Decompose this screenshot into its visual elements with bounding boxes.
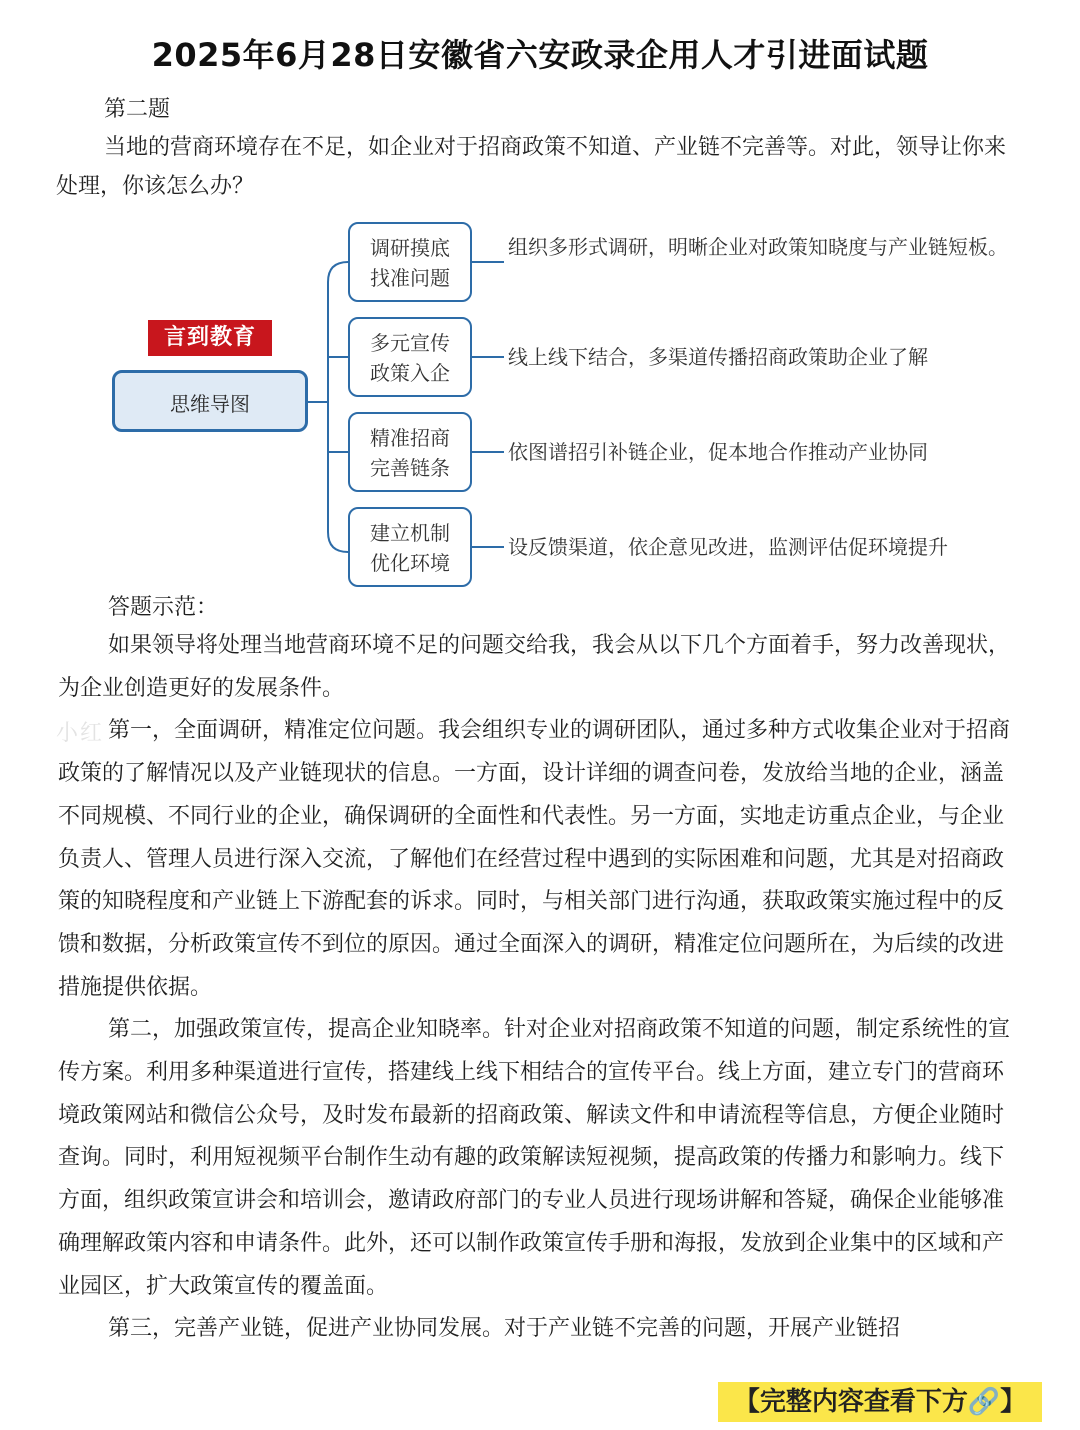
brand-logo: 言到教育 bbox=[148, 320, 272, 356]
branch-detail-3: 依图谱招引补链企业，促本地合作推动产业协同 bbox=[508, 440, 928, 464]
branch-node-1 bbox=[348, 222, 472, 302]
mind-map bbox=[0, 210, 1080, 590]
answer-label: 答题示范： bbox=[108, 595, 219, 620]
branch-detail-2: 线上线下结合，多渠道传播招商政策助企业了解 bbox=[508, 345, 928, 369]
branch-node-3 bbox=[348, 412, 472, 492]
branch-label: 精准招商 bbox=[370, 426, 450, 450]
branch-label: 找准问题 bbox=[370, 266, 450, 290]
question-text: 当地的营商环境存在不足，如企业对于招商政策不知道、产业链不完善等。对此，领导让你来处理，你该怎么办？ bbox=[56, 135, 1007, 199]
branch-label: 多元宣传 bbox=[370, 331, 450, 355]
question-label: 第二题 bbox=[104, 97, 171, 122]
branch-label: 建立机制 bbox=[370, 521, 450, 545]
answer-paragraph: 第二，加强政策宣传，提高企业知晓率。针对企业对招商政策不知道的问题，制定系统性的宣传方案。利用多种渠道进行宣传，搭建线上线下相结合的宣传平台。线上方面，建立专门的营商环境政策网站和微信公众号，及时发布最新的招商政策、解读文件和申请流程等信息，方便企业随时查询。同时，利用短视频平台制作生动有趣的政策解读短视频，提高政策的传播力和影响力。线下方面，组织政策宣讲会和培训会，邀请政府部门的专业人员进行现场讲解和答疑，确保企业能够准确理解政策内容和申请条件。此外，还可以制作政策宣传手册和海报，发放到企业集中的区域和产业园区，扩大政策宣传的覆盖面。 bbox=[58, 1017, 1011, 1299]
branch-label: 完善链条 bbox=[370, 456, 450, 480]
branch-node-4 bbox=[348, 507, 472, 587]
branch-label: 政策入企 bbox=[370, 361, 450, 385]
branch-detail-1: 组织多形式调研，明晰企业对政策知晓度与产业链短板。 bbox=[508, 235, 1008, 259]
answer-paragraph: 第一，全面调研，精准定位问题。我会组织专业的调研团队，通过多种方式收集企业对于招商政策的了解情况以及产业链现状的信息。一方面，设计详细的调查问卷，发放给当地的企业，涵盖不同规模、不同行业的企业，确保调研的全面性和代表性。另一方面，实地走访重点企业，与企业负责人、管理人员进行深入交流，了解他们在经营过程中遇到的实际困难和问题，尤其是对招商政策的知晓程度和产业链上下游配套的诉求。同时，与相关部门进行沟通，获取政策实施过程中的反馈和数据，分析政策宣传不到位的原因。通过全面深入的调研，精准定位问题所在，为后续的改进措施提供依据。 bbox=[58, 718, 1011, 1000]
answer-paragraph: 第三，完善产业链，促进产业协同发展。对于产业链不完善的问题，开展产业链招 bbox=[108, 1316, 901, 1342]
branch-detail-4: 设反馈渠道，依企意见改进，监测评估促环境提升 bbox=[508, 535, 948, 559]
branch-label: 调研摸底 bbox=[370, 236, 450, 260]
branch-label: 优化环境 bbox=[370, 551, 450, 575]
full-content-link-badge[interactable]: 【完整内容查看下方🔗】 bbox=[718, 1382, 1042, 1422]
answer-body bbox=[58, 625, 1018, 1351]
answer-paragraph: 如果领导将处理当地营商环境不足的问题交给我，我会从以下几个方面着手，努力改善现状，为企业创造更好的发展条件。 bbox=[58, 633, 1011, 701]
watermark: 小红 bbox=[56, 721, 105, 746]
mind-map-root: 思维导图 bbox=[112, 370, 308, 432]
page-title: 2025年6月28日安徽省六安政录企用人才引进面试题 bbox=[151, 36, 929, 74]
branch-node-2 bbox=[348, 317, 472, 397]
